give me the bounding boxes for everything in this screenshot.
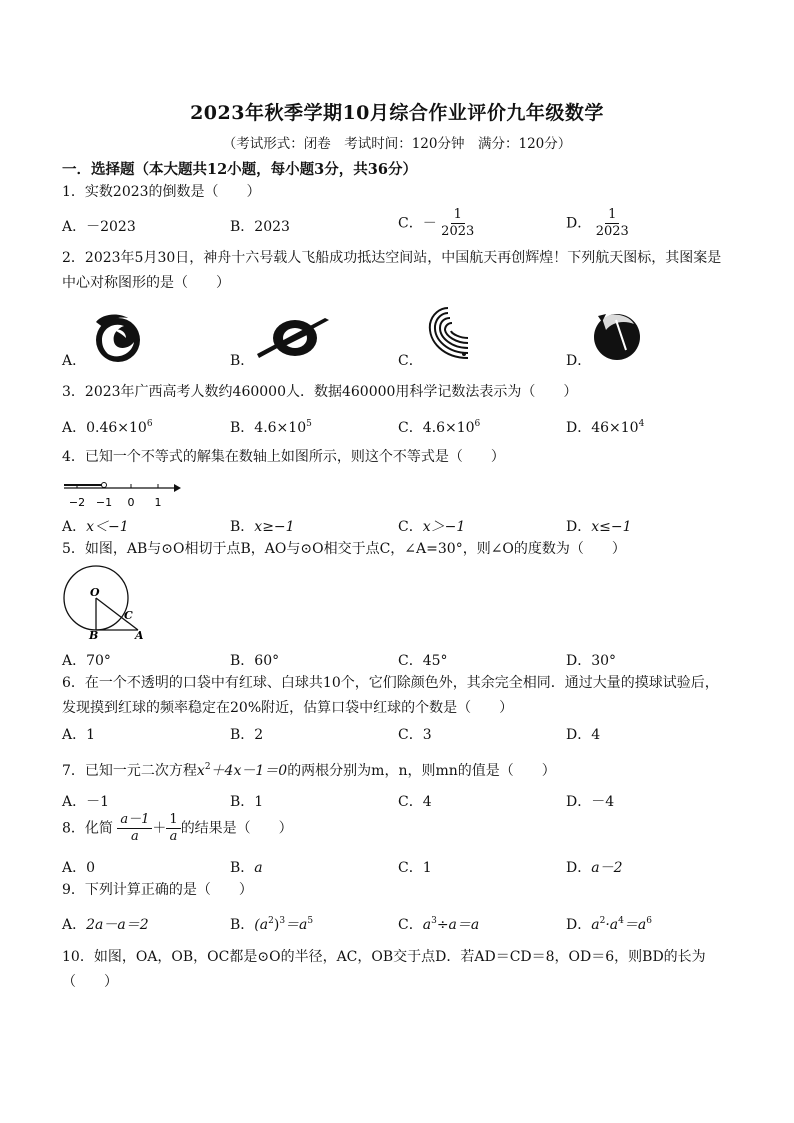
q9-b-exp1: 2 xyxy=(268,916,274,926)
q1-stem: 1．实数2023的倒数是（ ） xyxy=(62,184,261,200)
q7-eq-rest: ＋4x－1＝0 xyxy=(210,763,288,779)
q6-option-b: B．2 xyxy=(230,727,264,743)
axis-label-neg2: −2 xyxy=(68,496,86,509)
axis-label-neg1: −1 xyxy=(95,496,113,509)
q7-option-d: D．－4 xyxy=(566,794,615,810)
q9-d-exp2: 4 xyxy=(618,916,624,926)
q8-option-d xyxy=(566,857,623,877)
q9-option-b xyxy=(230,914,313,934)
q2-icon-c-arcs xyxy=(424,306,474,362)
q10-stem-line1: 10．如图，OA，OB，OC都是⊙O的半径，AC，OB交于点D．若AD＝CD＝8，OD＝6，则BD的长为 xyxy=(62,949,706,965)
q4-option-a xyxy=(62,516,129,536)
label-c: C xyxy=(124,609,133,622)
q9-b-eq: ＝a xyxy=(285,917,308,933)
q3-stem: 3．2023年广西高考人数约460000人．数据460000用科学记数法表示为（ ） xyxy=(62,384,578,400)
q5-option-c: C．45° xyxy=(398,653,448,669)
q9-c-label: C． xyxy=(398,917,423,933)
q8-b-expr: a xyxy=(254,860,263,876)
q1-option-a: A．－2023 xyxy=(62,219,136,235)
q6-option-d: D．4 xyxy=(566,727,601,743)
q9-option-c xyxy=(398,914,479,934)
q7-stem-pre: 7．已知一元二次方程 xyxy=(62,763,197,779)
q8-f2-numerator: 1 xyxy=(166,812,180,829)
q7-eq-exp: 2 xyxy=(204,762,211,772)
q8-option-a: A．0 xyxy=(62,860,96,876)
q1-option-b: B．2023 xyxy=(230,219,290,235)
q4-option-b xyxy=(230,516,295,536)
q2-option-c: C． xyxy=(398,353,423,369)
q7-option-c: C．4 xyxy=(398,794,432,810)
q4-d-label: D． xyxy=(566,519,592,535)
q5-stem: 5．如图，AB与⊙O相切于点B，AO与⊙O相交于点C，∠A=30°，则∠O的度数为（ ） xyxy=(62,541,626,557)
q1-option-d-fraction xyxy=(596,207,629,240)
q8-f1-denominator: a xyxy=(131,829,139,844)
axis-label-1: 1 xyxy=(154,496,162,509)
q1-option-c-prefix: C．－ xyxy=(398,215,437,232)
q9-option-d xyxy=(566,914,652,934)
q9-option-a xyxy=(62,914,149,934)
q1-option-c xyxy=(398,207,474,240)
q9-b-exp3: 5 xyxy=(307,916,314,926)
section-heading: 一．选择题（本大题共12小题，每小题3分，共36分） xyxy=(62,161,417,178)
q2-icon-a-swirl xyxy=(88,310,146,366)
q2-icon-d-sphere xyxy=(592,310,642,362)
q4-d-expr: x≤−1 xyxy=(591,519,632,535)
q8-option-b xyxy=(230,857,263,877)
q8-stem xyxy=(62,812,293,845)
q3-d-base: D．46×10 xyxy=(566,420,639,436)
q3-option-a xyxy=(62,417,153,437)
q3-c-base: C．4.6×10 xyxy=(398,420,475,436)
q4-option-c xyxy=(398,516,465,536)
q8-f2-denominator: a xyxy=(169,829,178,844)
q9-b-pre: (a xyxy=(254,917,269,933)
exam-subtitle: （考试形式：闭卷 考试时间：120分钟 满分：120分） xyxy=(222,136,572,152)
q8-d-label: D． xyxy=(566,860,592,876)
q2-stem-line1: 2．2023年5月30日，神舟十六号载人飞船成功抵达空间站，中国航天再创辉煌！下列航天图标，其图案是 xyxy=(62,250,722,266)
q8-b-label: B． xyxy=(230,860,255,876)
q3-a-exponent: 6 xyxy=(146,419,153,429)
q4-stem: 4．已知一个不等式的解集在数轴上如图所示，则这个不等式是（ ） xyxy=(62,449,505,465)
q9-a-label: A． xyxy=(62,917,87,933)
q8-fraction-1 xyxy=(117,812,152,845)
q3-option-d xyxy=(566,417,644,437)
q8-stem-pre: 8．化简 xyxy=(62,820,113,837)
q5-circle-tangent-figure xyxy=(62,562,152,642)
q7-option-b: B．1 xyxy=(230,794,264,810)
q10-stem-line2: （ ） xyxy=(62,974,118,990)
q6-stem-line1: 6．在一个不透明的口袋中有红球、白球共10个，它们除颜色外，其余完全相同．通过大量的摸球试验后， xyxy=(62,675,719,691)
q8-plus: ＋ xyxy=(152,820,167,837)
q8-d-expr: a－2 xyxy=(591,860,623,876)
q9-c-rest: ÷a＝a xyxy=(436,917,480,933)
label-a: A xyxy=(135,629,144,642)
q1-option-c-fraction xyxy=(441,207,474,240)
q8-option-c: C．1 xyxy=(398,860,432,876)
q4-option-d xyxy=(566,516,632,536)
q4-b-expr: x≥−1 xyxy=(254,519,295,535)
q3-b-base: B．4.6×10 xyxy=(230,420,307,436)
q1-option-d-prefix: D． xyxy=(566,215,592,232)
q9-d-mid: ·a xyxy=(605,917,619,933)
q9-d-label: D． xyxy=(566,917,592,933)
q9-a-expr: 2a－a＝2 xyxy=(86,917,149,933)
q6-stem-line2: 发现摸到红球的频率稳定在20%附近，估算口袋中红球的个数是（ ） xyxy=(62,700,514,716)
q3-option-c xyxy=(398,417,480,437)
q3-c-exponent: 6 xyxy=(474,419,481,429)
q4-c-label: C． xyxy=(398,519,423,535)
q4-c-expr: x＞−1 xyxy=(422,519,466,535)
q5-option-b: B．60° xyxy=(230,653,280,669)
exam-title: 2023年秋季学期10月综合作业评价九年级数学 xyxy=(190,102,604,124)
q2-option-b: B． xyxy=(230,353,255,369)
label-o: O xyxy=(90,586,100,599)
q1-option-d xyxy=(566,207,629,240)
q4-a-expr: x＜−1 xyxy=(86,519,129,535)
q2-option-d: D． xyxy=(566,353,592,369)
q9-b-exp2: 3 xyxy=(279,916,286,926)
q6-option-c: C．3 xyxy=(398,727,432,743)
q9-d-pre: a xyxy=(591,917,600,933)
q8-fraction-2 xyxy=(166,812,180,845)
q3-b-exponent: 5 xyxy=(306,419,312,429)
q3-a-base: A．0.46×10 xyxy=(62,420,147,436)
q7-stem-post: 的两根分别为m，n，则mn的值是（ ） xyxy=(287,763,556,779)
q9-c-pre: a xyxy=(422,917,432,933)
q9-d-exp3: 6 xyxy=(646,916,652,926)
q5-option-d: D．30° xyxy=(566,653,617,669)
q9-d-eq: ＝a xyxy=(623,917,647,933)
q9-stem: 9．下列计算正确的是（ ） xyxy=(62,882,253,898)
q9-b-label: B． xyxy=(230,917,255,933)
number-line-arrow xyxy=(174,484,181,492)
q1-d-denominator: 2023 xyxy=(595,224,629,239)
q4-number-line xyxy=(62,478,182,512)
q1-c-denominator: 2023 xyxy=(441,224,475,239)
q9-c-exp1: 3 xyxy=(431,916,437,926)
q8-f1-numerator: a－1 xyxy=(117,812,152,829)
q2-stem-line2: 中心对称图形的是（ ） xyxy=(62,275,230,291)
q3-option-b xyxy=(230,417,312,437)
q9-b-mid: ) xyxy=(273,917,280,933)
q4-b-label: B． xyxy=(230,519,255,535)
q2-option-a: A． xyxy=(62,353,87,369)
q9-d-exp1: 2 xyxy=(599,916,606,926)
open-circle-point xyxy=(102,483,107,488)
q5-option-a: A．70° xyxy=(62,653,111,669)
axis-label-0: 0 xyxy=(127,496,135,509)
q7-stem xyxy=(62,756,556,782)
q3-d-exponent: 4 xyxy=(638,419,645,429)
q6-option-a: A．1 xyxy=(62,727,96,743)
q1-d-numerator: 1 xyxy=(605,207,619,224)
q7-eq-x: x xyxy=(196,763,205,779)
q8-stem-post: 的结果是（ ） xyxy=(180,820,293,837)
q7-option-a: A．－1 xyxy=(62,794,110,810)
q1-c-numerator: 1 xyxy=(451,207,465,224)
q2-icon-b-orbit xyxy=(255,316,333,360)
q4-a-label: A． xyxy=(62,519,87,535)
label-b: B xyxy=(89,629,99,642)
